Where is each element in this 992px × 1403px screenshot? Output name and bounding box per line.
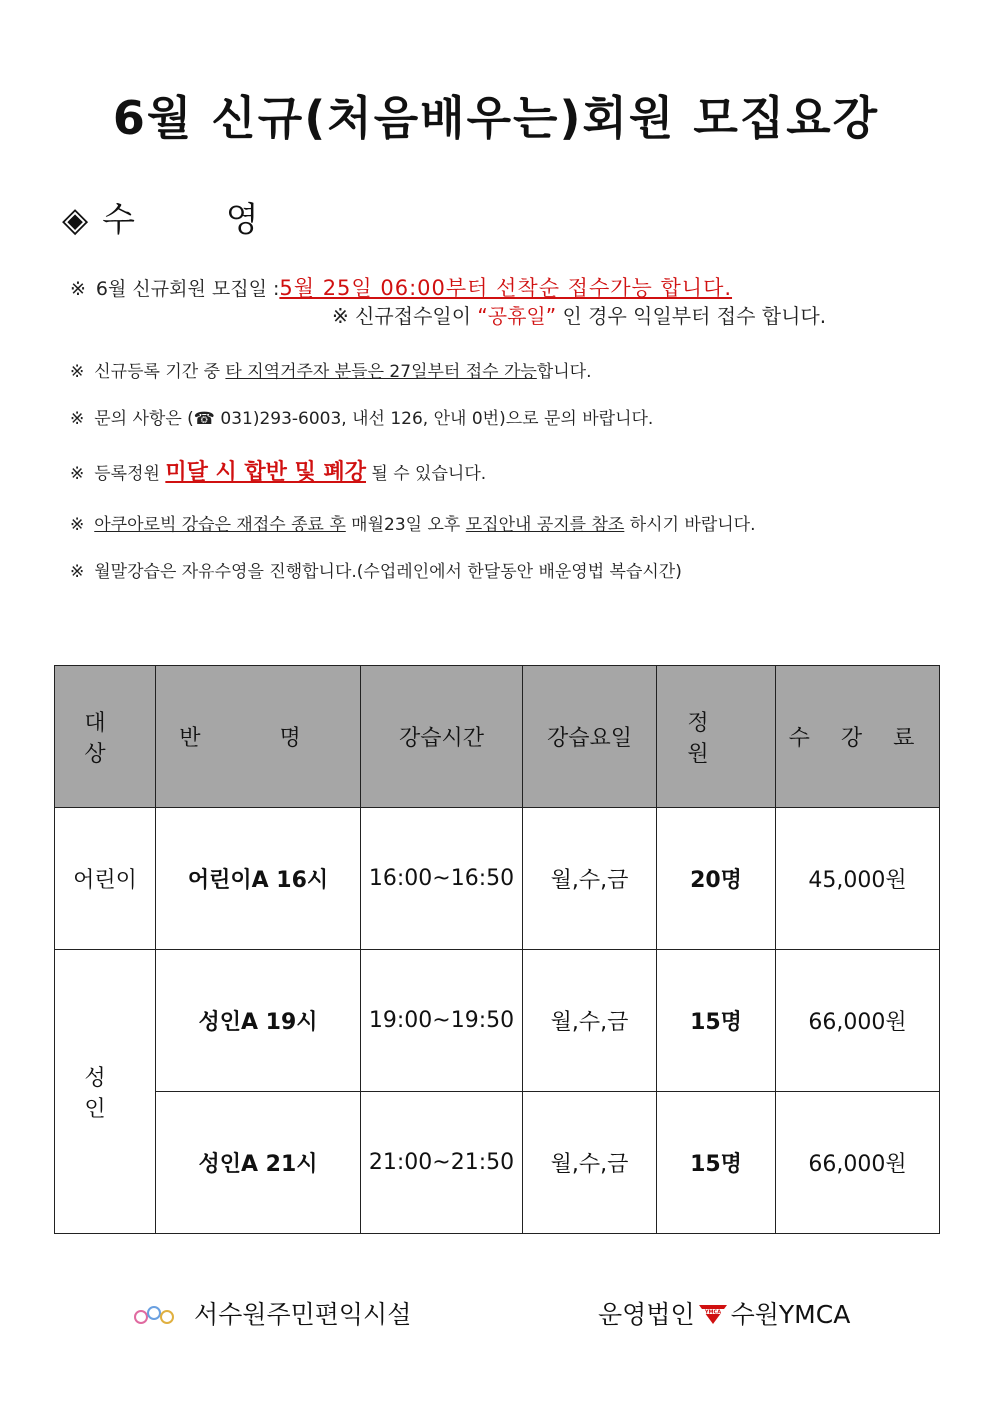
note-text: 문의 사항은 (☎ 031)293-6003, 내선 126, 안내 0번)으로 문의 바랍니다. [94,409,654,429]
section-heading [62,192,299,241]
table-row [55,950,940,1092]
note-underline: 아쿠아로빅 강습은 재접수 종료 후 [94,515,346,535]
header-target: 대 상 [55,666,156,808]
cell-time: 21:00~21:50 [361,1092,523,1234]
header-class: 반 명 [156,666,361,808]
cell-fee: 66,000원 [776,1092,940,1234]
cell-fee: 66,000원 [776,950,940,1092]
header-time: 강습시간 [361,666,523,808]
note-month-end [70,557,682,582]
table-row [55,808,940,950]
header-capacity: 정 원 [657,666,776,808]
header-fee: 수 강 료 [776,666,940,808]
header-days: 강습요일 [523,666,657,808]
facility-logo-icon [132,1304,176,1328]
ymca-logo-text: YMCA [704,1308,721,1315]
note-underline: 모집안내 공지를 참조 [465,515,625,535]
cell-target: 어린이 [55,808,156,950]
table-row [55,1092,940,1234]
section-label: 수 영 [102,200,299,240]
cell-capacity: 15명 [657,950,776,1092]
footer-operator [598,1295,850,1331]
table-header-row [55,666,940,808]
footer-facility-name: 서수원주민편익시설 [194,1300,412,1329]
note-recruit-date [70,272,732,302]
note-capacity [70,455,486,486]
ymca-logo-icon [698,1302,728,1331]
reference-mark-icon: ※ [70,562,85,582]
cell-time: 16:00~16:50 [361,808,523,950]
cell-fee: 45,000원 [776,808,940,950]
cell-days: 월,수,금 [523,808,657,950]
cell-capacity: 15명 [657,1092,776,1234]
note-highlight: 미달 시 합반 및 폐강 [165,460,366,485]
reference-mark-icon: ※ [70,515,85,535]
reference-mark-icon: ※ [70,278,86,300]
reference-mark-icon: ※ [70,362,85,382]
note-highlight: “공휴일” [477,304,557,328]
note-text: 인 경우 익일부터 접수 합니다. [562,304,827,328]
reference-mark-icon: ※ [70,464,85,484]
note-text: 매월23일 오후 [345,515,466,535]
note-inquiry [70,404,653,429]
note-text: ※ 신규접수일이 [332,304,478,328]
note-text: 6월 신규회원 모집일 : [95,278,280,300]
note-other-region [70,357,592,382]
diamond-icon: ◈ [62,200,89,240]
cell-class: 어린이A 16시 [156,808,361,950]
note-text: 될 수 있습니다. [366,464,487,484]
cell-class: 성인A 21시 [156,1092,361,1234]
note-underline: 타 지역거주자 분들은 27일부터 접수 가능 [225,362,537,382]
footer-operator-label: 운영법인 [598,1300,695,1329]
note-text: 월말강습은 자유수영을 진행합니다.(수업레인에서 한달동안 배운영법 복습시간) [94,562,682,582]
note-aquarobic [70,510,756,535]
cell-target: 성 인 [55,950,156,1234]
cell-capacity: 20명 [657,808,776,950]
page-title: 6월 신규(처음배우는)회원 모집요강 [112,91,880,145]
note-highlight: 5월 25일 06:00부터 선착순 접수가능 합니다. [279,276,733,300]
cell-days: 월,수,금 [523,950,657,1092]
note-text: 신규등록 기간 중 [94,362,226,382]
cell-days: 월,수,금 [523,1092,657,1234]
class-schedule-table [54,665,940,1234]
footer-operator-name: 수원YMCA [730,1300,851,1329]
reference-mark-icon: ※ [70,409,85,429]
note-text: 등록정원 [94,464,166,484]
note-text: 하시기 바랍니다. [624,515,756,535]
footer-facility [132,1295,411,1331]
cell-class: 성인A 19시 [156,950,361,1092]
note-text: 합니다. [536,362,592,382]
note-holiday [332,300,826,329]
cell-time: 19:00~19:50 [361,950,523,1092]
